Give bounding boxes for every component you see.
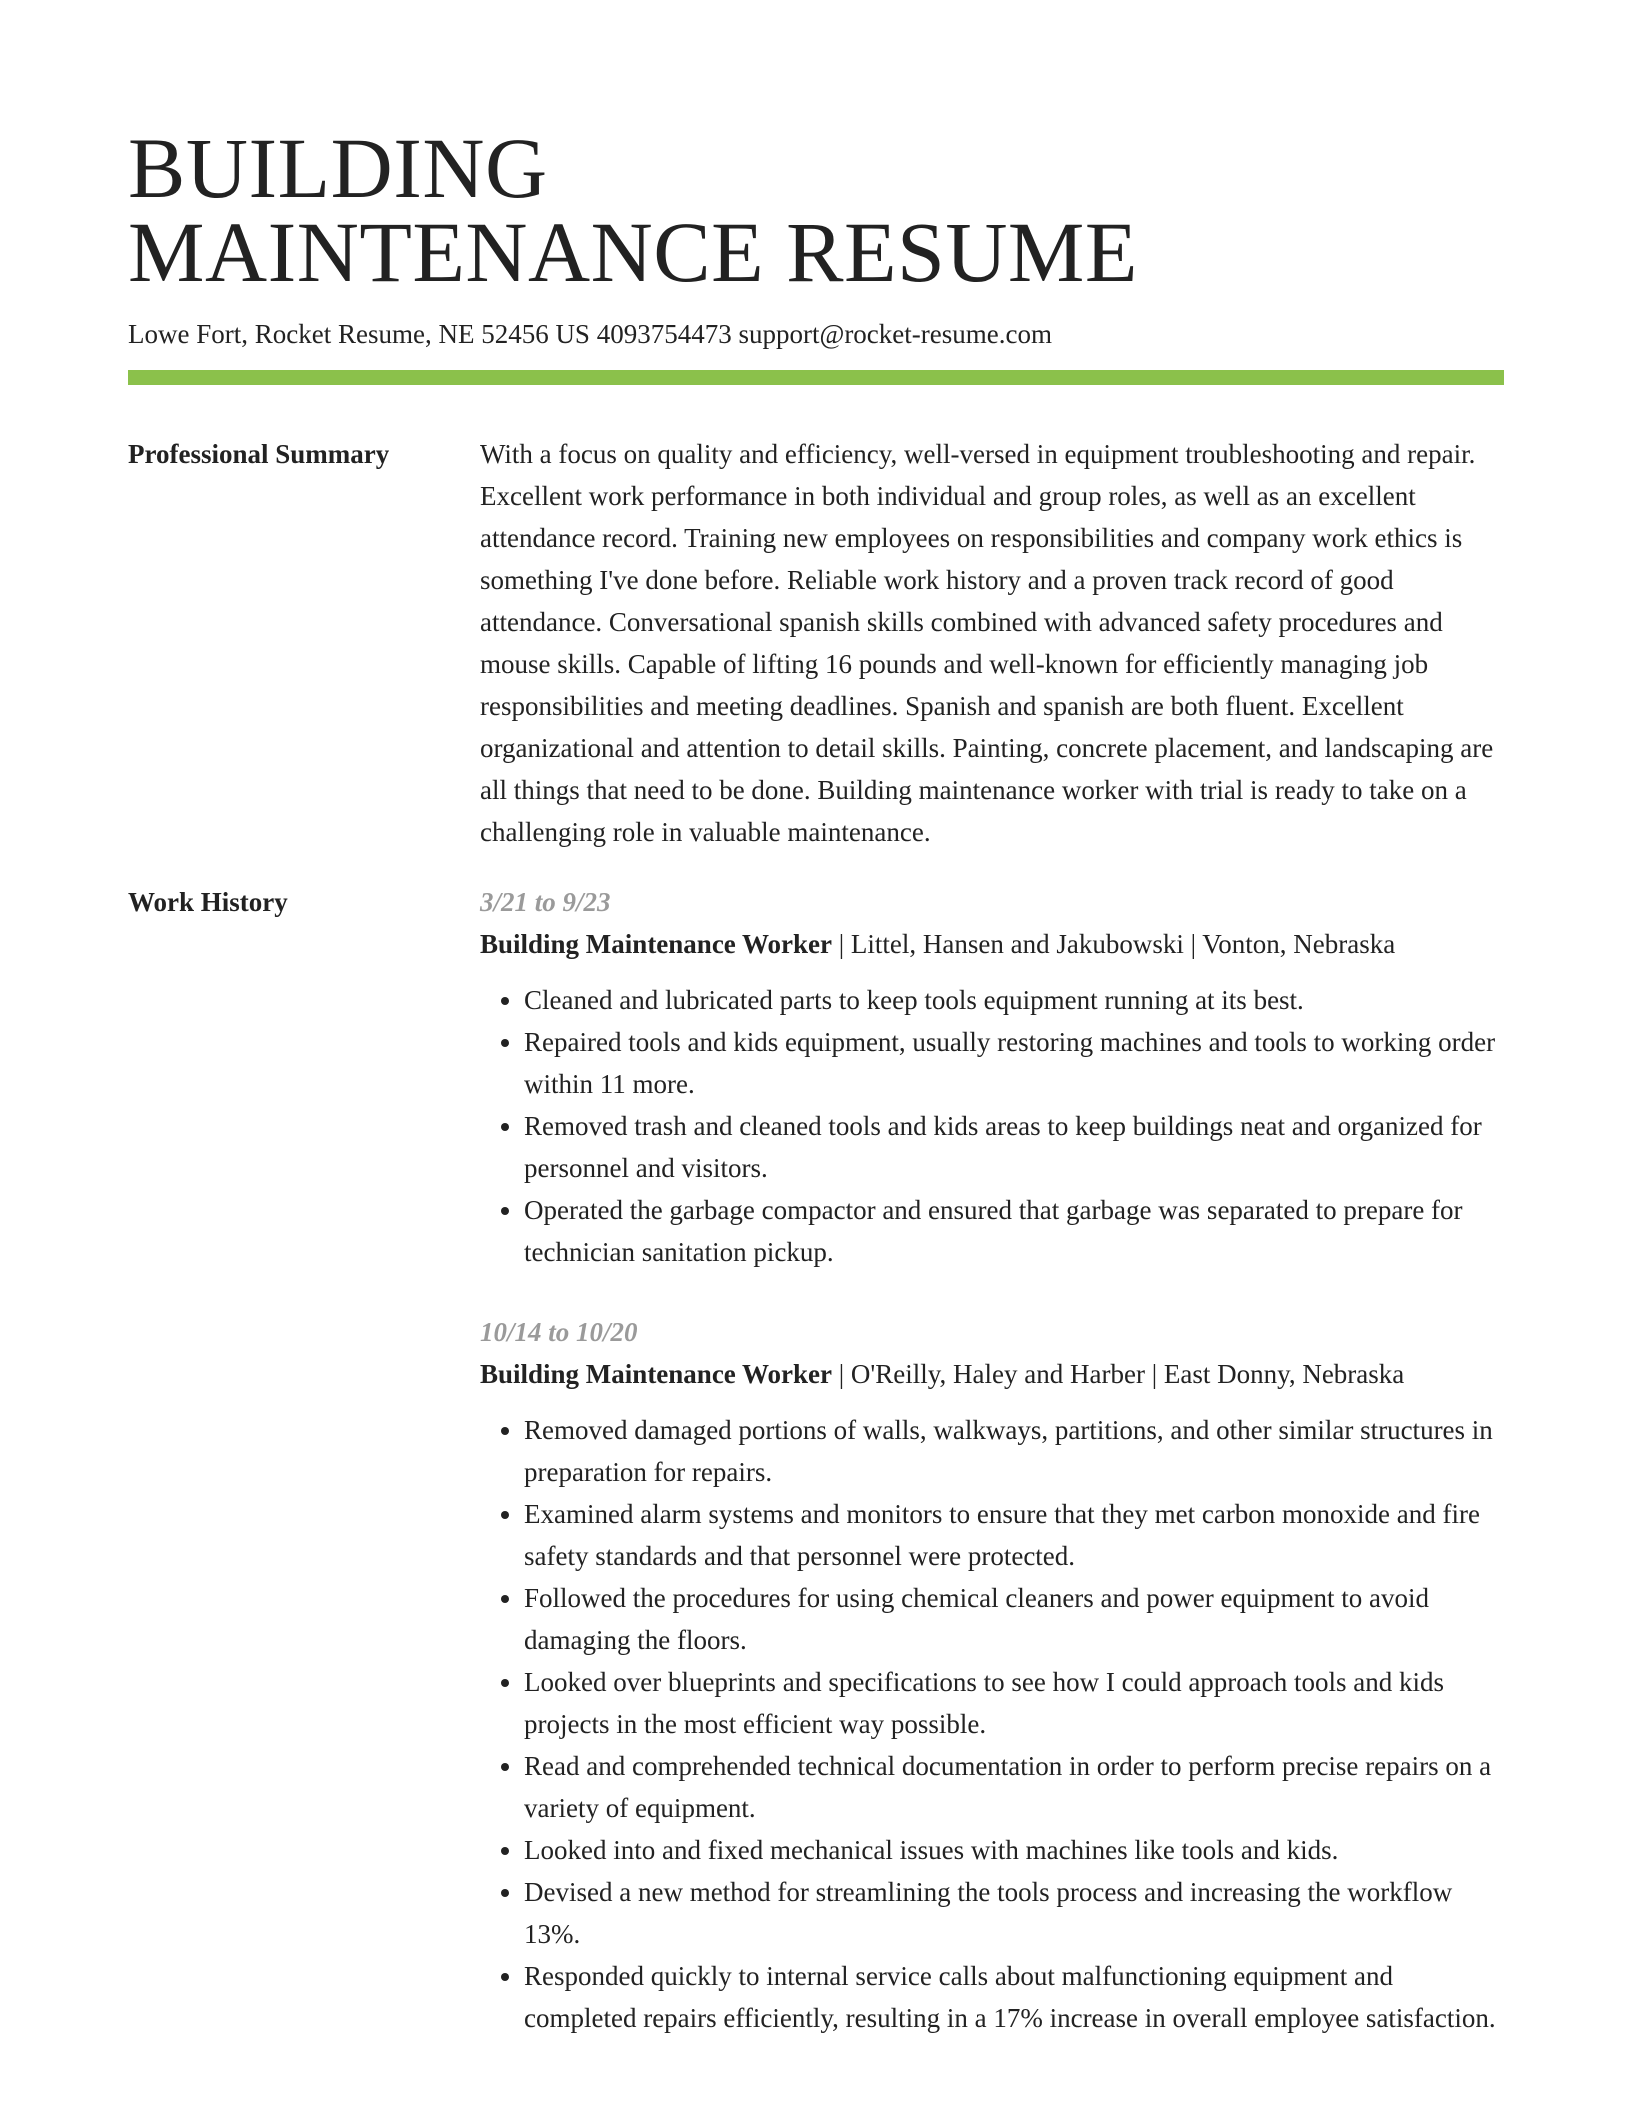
job-duty: • Responded quickly to internal service calls about malfunctioning equipment and completed repairs efficiently, resulting in a 17% increase in overall employee satisfaction.	[524, 1955, 1504, 2039]
job-duty: • Read and comprehended technical documentation in order to perform precise repairs on a variety of equipment.	[524, 1745, 1504, 1829]
job-duty: • Removed damaged portions of walls, walkways, partitions, and other similar structures in preparation for repairs.	[524, 1409, 1504, 1493]
job-duty: • Looked over blueprints and specifications to see how I could approach tools and kids projects in the most efficient way possible.	[524, 1661, 1504, 1745]
job-title-line	[480, 1353, 1504, 1395]
job-duty: • Cleaned and lubricated parts to keep tools equipment running at its best.	[524, 979, 1504, 1021]
job-duty: • Repaired tools and kids equipment, usually restoring machines and tools to working order within 11 more.	[524, 1021, 1504, 1105]
contact-address: Lowe Fort, Rocket Resume, NE 52456 US	[128, 319, 590, 349]
job-entry	[480, 1311, 1504, 2039]
work-history-body	[480, 881, 1504, 2077]
job-duty: • Looked into and fixed mechanical issues with machines like tools and kids.	[524, 1829, 1504, 1871]
job-entry	[480, 881, 1504, 1273]
professional-summary-text: With a focus on quality and efficiency, well-versed in equipment troubleshooting and repair. Excellent work performance in both individual and group roles, as well as an excellent attendance record. Training new employees on responsibilities and company work ethics is something I've done before. Reliable work history and a proven track record of good attendance. Conversational spanish skills combined with advanced safety procedures and mouse skills. Capable of lifting 16 pounds and well-known for efficiently managing job responsibilities and meeting deadlines. Spanish and spanish are both fluent. Excellent organizational and attention to detail skills. Painting, concrete placement, and landscaping are all things that need to be done. Building maintenance worker with trial is ready to take on a challenging role in valuable maintenance.	[480, 439, 1494, 847]
job-duty: • Devised a new method for streamlining the tools process and increasing the workflow 13%.	[524, 1871, 1504, 1955]
job-employer-location: | O'Reilly, Haley and Harber | East Donny, Nebraska	[832, 1359, 1405, 1389]
job-role: Building Maintenance Worker	[480, 929, 833, 959]
job-duty: • Removed trash and cleaned tools and kids areas to keep buildings neat and organized for personnel and visitors.	[524, 1105, 1504, 1189]
contact-info	[128, 316, 1052, 352]
professional-summary-body	[480, 433, 1504, 853]
job-duties-list	[480, 1409, 1504, 2039]
resume-title	[128, 120, 1138, 300]
job-duty: • Followed the procedures for using chemical cleaners and power equipment to avoid damaging the floors.	[524, 1577, 1504, 1661]
contact-email: support@rocket-resume.com	[738, 319, 1052, 349]
job-duties-list	[480, 979, 1504, 1273]
professional-summary-heading: Professional Summary	[128, 439, 390, 469]
job-title-line	[480, 923, 1504, 965]
work-history-heading: Work History	[128, 887, 288, 917]
resume-title-line-2: MAINTENANCE RESUME	[128, 204, 1138, 300]
resume-title-line-1: BUILDING	[128, 120, 548, 216]
contact-phone: 4093754473	[596, 319, 732, 349]
job-employer-location: | Littel, Hansen and Jakubowski | Vonton, Nebraska	[832, 929, 1396, 959]
job-dates: 3/21 to 9/23	[480, 887, 611, 917]
accent-divider	[128, 370, 1504, 385]
job-role: Building Maintenance Worker	[480, 1359, 833, 1389]
job-duty: • Operated the garbage compactor and ensured that garbage was separated to prepare for technician sanitation pickup.	[524, 1189, 1504, 1273]
job-duty: • Examined alarm systems and monitors to ensure that they met carbon monoxide and fire safety standards and that personnel were protected.	[524, 1493, 1504, 1577]
job-dates: 10/14 to 10/20	[480, 1317, 638, 1347]
